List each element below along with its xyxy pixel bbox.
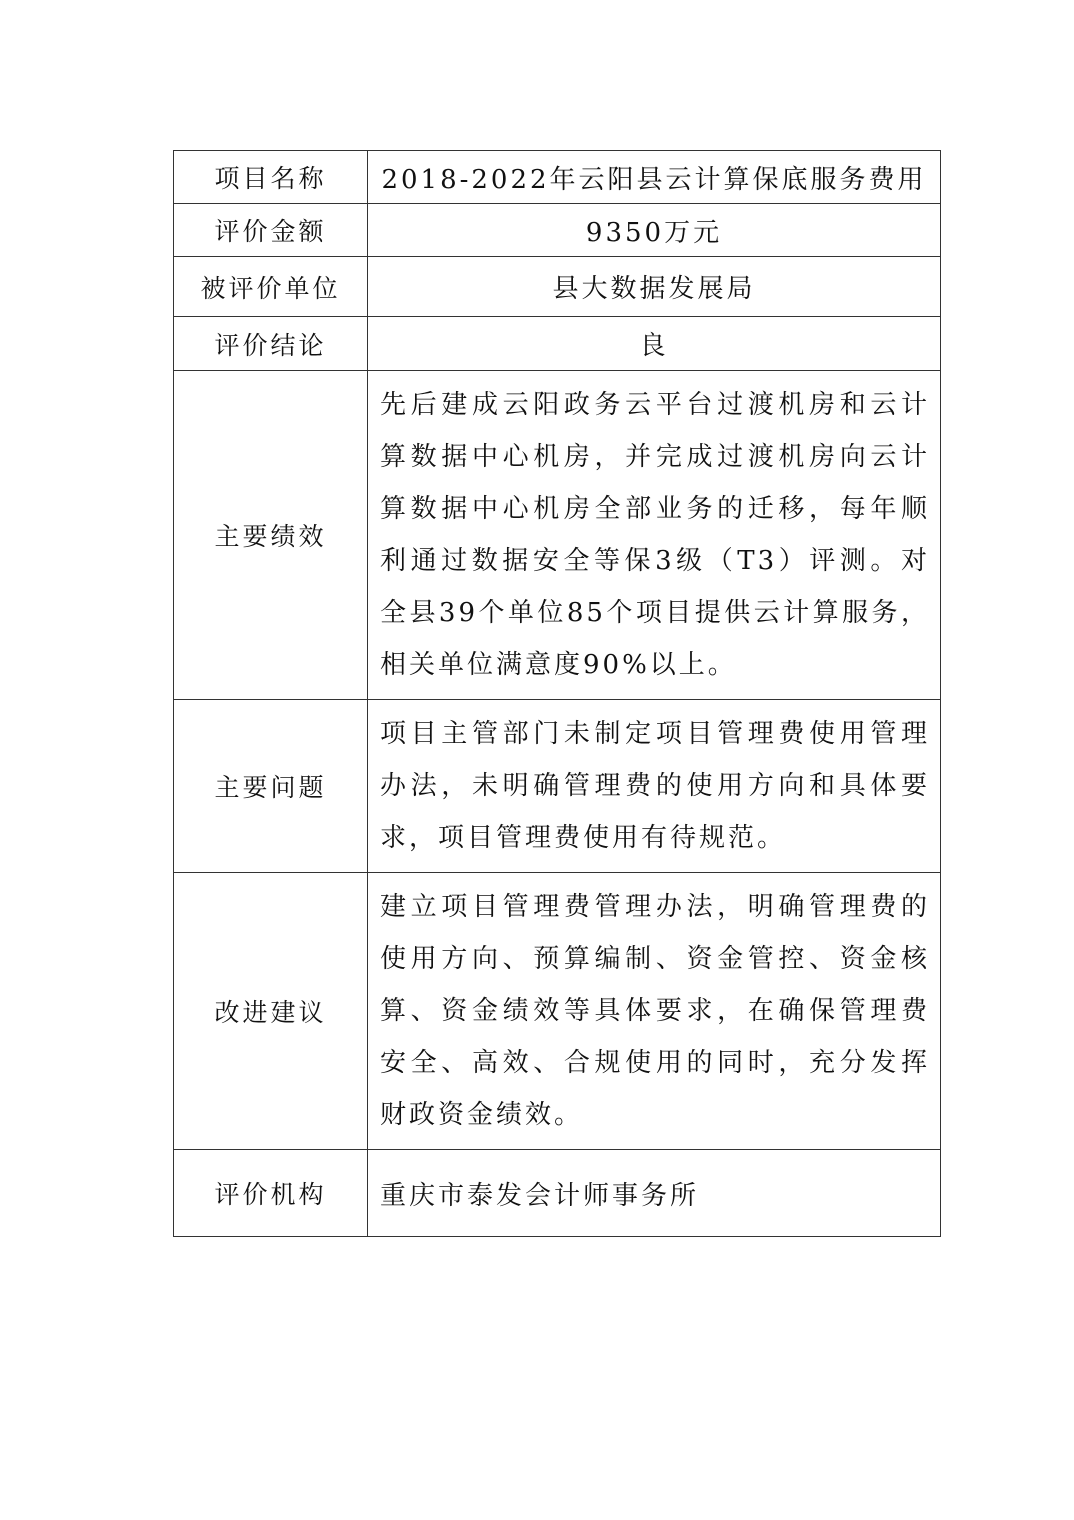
row-label-project-name: 项目名称 [174,151,368,204]
table-row [174,204,941,257]
row-label-conclusion: 评价结论 [174,317,368,371]
row-label-evaluated-unit: 被评价单位 [174,257,368,317]
row-label-amount: 评价金额 [174,204,368,257]
table-row [174,317,941,371]
row-value-conclusion: 良 [368,317,941,371]
table-row [174,257,941,317]
row-value-main-problems: 项目主管部门未制定项目管理费使用管理办法，未明确管理费的使用方向和具体要求，项目管理费使用有待规范。 [368,700,941,873]
evaluation-table [173,150,941,1237]
table-row [174,700,941,873]
row-value-evaluated-unit: 县大数据发展局 [368,257,941,317]
table-row [174,151,941,204]
row-value-project-name: 2018-2022年云阳县云计算保底服务费用 [368,151,941,204]
table-row [174,873,941,1150]
row-label-suggestions: 改进建议 [174,873,368,1150]
row-label-main-problems: 主要问题 [174,700,368,873]
row-value-amount: 9350万元 [368,204,941,257]
row-value-suggestions: 建立项目管理费管理办法，明确管理费的使用方向、预算编制、资金管控、资金核算、资金绩效等具体要求，在确保管理费安全、高效、合规使用的同时，充分发挥财政资金绩效。 [368,873,941,1150]
row-label-agency: 评价机构 [174,1150,368,1237]
row-value-main-performance: 先后建成云阳政务云平台过渡机房和云计算数据中心机房，并完成过渡机房向云计算数据中心机房全部业务的迁移，每年顺利通过数据安全等保3级（T3）评测。对全县39个单位85个项目提供云计算服务，相关单位满意度90%以上。 [368,371,941,700]
table-row [174,1150,941,1237]
table-row [174,371,941,700]
row-label-main-performance: 主要绩效 [174,371,368,700]
row-value-agency: 重庆市泰发会计师事务所 [368,1150,941,1237]
